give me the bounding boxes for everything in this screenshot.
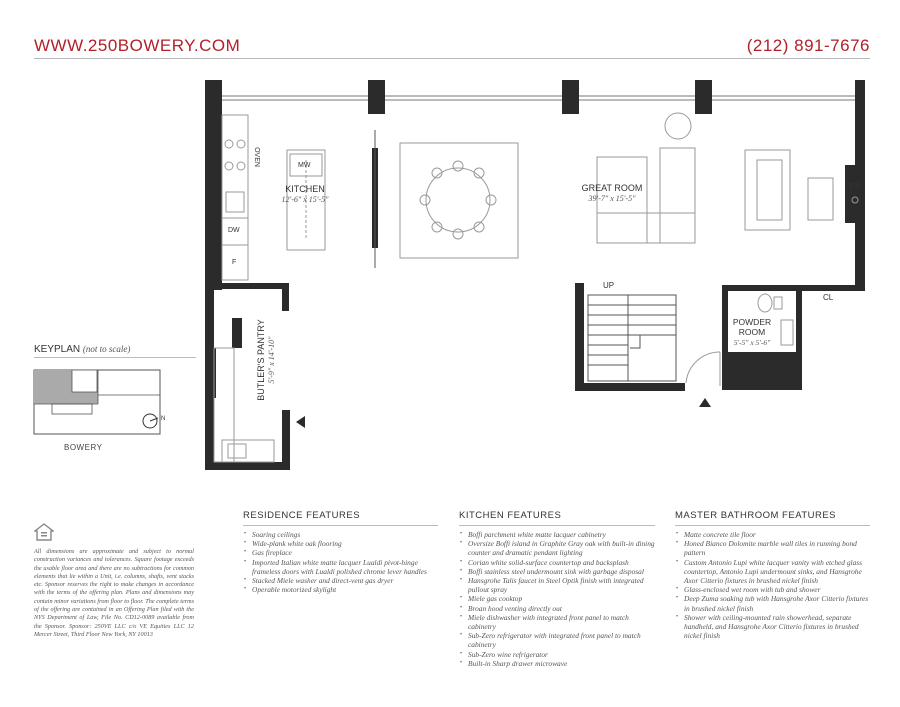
feature-item: • Boffi parchment white matte lacquer cabinetry (468, 530, 655, 539)
feature-item: • Oversize Boffi island in Graphite Gray oak with built-in dining counter and dramatic pendant lighting (468, 539, 655, 557)
keyplan-note: (not to scale) (82, 344, 131, 354)
walls (205, 80, 865, 470)
feature-item: • Built-in Sharp drawer microwave (468, 659, 655, 668)
equal-housing-icon (34, 522, 54, 542)
feature-item: • Sub-Zero refrigerator with integrated front panel to match cabinetry (468, 631, 655, 649)
feature-item: • Stacked Miele washer and direct-vent gas dryer (252, 576, 438, 585)
feature-item: • Operable motorized skylight (252, 585, 438, 594)
label-up: UP (603, 281, 615, 290)
entry-arrow (296, 416, 305, 428)
label-mw: MW (298, 162, 311, 169)
feature-item: • Shower with ceiling-mounted rain showerhead, separate handheld, and Hansgrohe Axor Citterio fixtures in brushed nickel finish (684, 613, 870, 641)
keyplan-heading: KEYPLAN (34, 344, 81, 355)
feature-item: • Broan hood venting directly out (468, 604, 655, 613)
feature-item: • Corian white solid-surface countertop and backsplash (468, 558, 655, 567)
staircase (588, 295, 676, 381)
window-wall (222, 96, 855, 100)
website-url[interactable]: WWW.250BOWERY.COM (34, 36, 241, 55)
north-label: N (161, 416, 166, 422)
kitchen-features-title: KITCHEN FEATURES (459, 510, 562, 521)
residence-features (243, 510, 438, 594)
kitchen-features-list (459, 530, 655, 668)
master-bath-features-list (675, 530, 870, 640)
feature-item: • Wide-plank white oak flooring (252, 539, 438, 548)
feature-item: • Hansgrohe Talis faucet in Steel Optik finish with integrated pullout spray (468, 576, 655, 594)
label-oven: OVEN (253, 147, 260, 167)
residence-features-title: RESIDENCE FEATURES (243, 510, 361, 521)
room-name-powder-2: ROOM (738, 327, 766, 337)
label-cl: CL (823, 293, 834, 302)
feature-item: • Honed Bianco Dolomite marble wall tiles in running bond pattern (684, 539, 870, 557)
feature-item: • Soaring ceilings (252, 530, 438, 539)
room-dims-butlers-pantry: 5'-9" x 14'-10" (267, 336, 276, 384)
keyplan-divider (34, 357, 196, 358)
feature-item: • Gas fireplace (252, 548, 438, 557)
entry-arrow (699, 398, 711, 407)
master-bath-features-title: MASTER BATHROOM FEATURES (675, 510, 837, 521)
feature-item: • Deep Zuma soaking tub with Hansgrohe Axor Citterio fixtures in brushed nickel finish (684, 594, 870, 612)
sliding-partition (372, 130, 378, 268)
living-furniture (597, 113, 861, 243)
room-dims-kitchen: 12'-6" x 15'-5" (281, 195, 329, 204)
feature-item: • Custom Antonio Lupi white lacquer vanity with etched glass countertop, Antonio Lupi undermount sinks, and Hansgrohe Axor Citterio fixtures in brushed nickel finish (684, 558, 870, 586)
phone-number[interactable]: (212) 891-7676 (746, 36, 870, 55)
keyplan (34, 370, 160, 434)
kitchen-features (459, 510, 655, 668)
north-arrow (143, 414, 165, 428)
label-dw: DW (228, 227, 240, 234)
legal-disclaimer: All dimensions are approximate and subject to normal construction variances and tolerances. Square footage exceeds the usable floor area and there are no subtractions for common elements that lie within a Unit, i.e. columns, shafts, vent stacks etc. Sponsor reserves the right to make changes in accordance with the terms of the offering plan. Plans and dimensions may contain minor variations from floor to floor. The complete terms of the offering are contained in an Offering Plan filed with the NYS Department of Law, File No. CD12-0089 available from the Sponsor. Sponsor: 250VE LLC c/o VE Equities LLC 12 Mercer Street, Third Floor New York, NY 10013 (34, 548, 194, 638)
feature-item: • Boffi stainless steel undermount sink with garbage disposal (468, 567, 655, 576)
feature-item: • Miele gas cooktop (468, 594, 655, 603)
room-name-powder-1: POWDER (732, 317, 772, 327)
keyplan-street: BOWERY (64, 443, 103, 452)
label-fp: FP (850, 182, 861, 191)
room-name-butlers-pantry: BUTLER'S PANTRY (256, 319, 266, 401)
keyplan-title (34, 344, 130, 355)
room-name-great-room: GREAT ROOM (581, 183, 643, 193)
feature-item: • Miele dishwasher with integrated front panel to match cabinetry (468, 613, 655, 631)
feature-item: • Glass-enclosed wet room with tub and shower (684, 585, 870, 594)
label-fridge: F (232, 259, 237, 266)
dining-set (400, 143, 518, 258)
room-name-kitchen: KITCHEN (285, 184, 325, 194)
residence-features-list (243, 530, 438, 594)
room-dims-great-room: 39'-7" x 15'-5" (588, 194, 636, 203)
feature-item: • Sub-Zero wine refrigerator (468, 650, 655, 659)
room-dims-powder: 5'-5" x 5'-6" (733, 338, 771, 347)
feature-item: • Matte concrete tile floor (684, 530, 870, 539)
feature-item: • Imported Italian white matte lacquer Lualdi pivot-hinge frameless doors with Lualdi polished chrome lever handles (252, 558, 438, 576)
master-bath-features (675, 510, 870, 640)
